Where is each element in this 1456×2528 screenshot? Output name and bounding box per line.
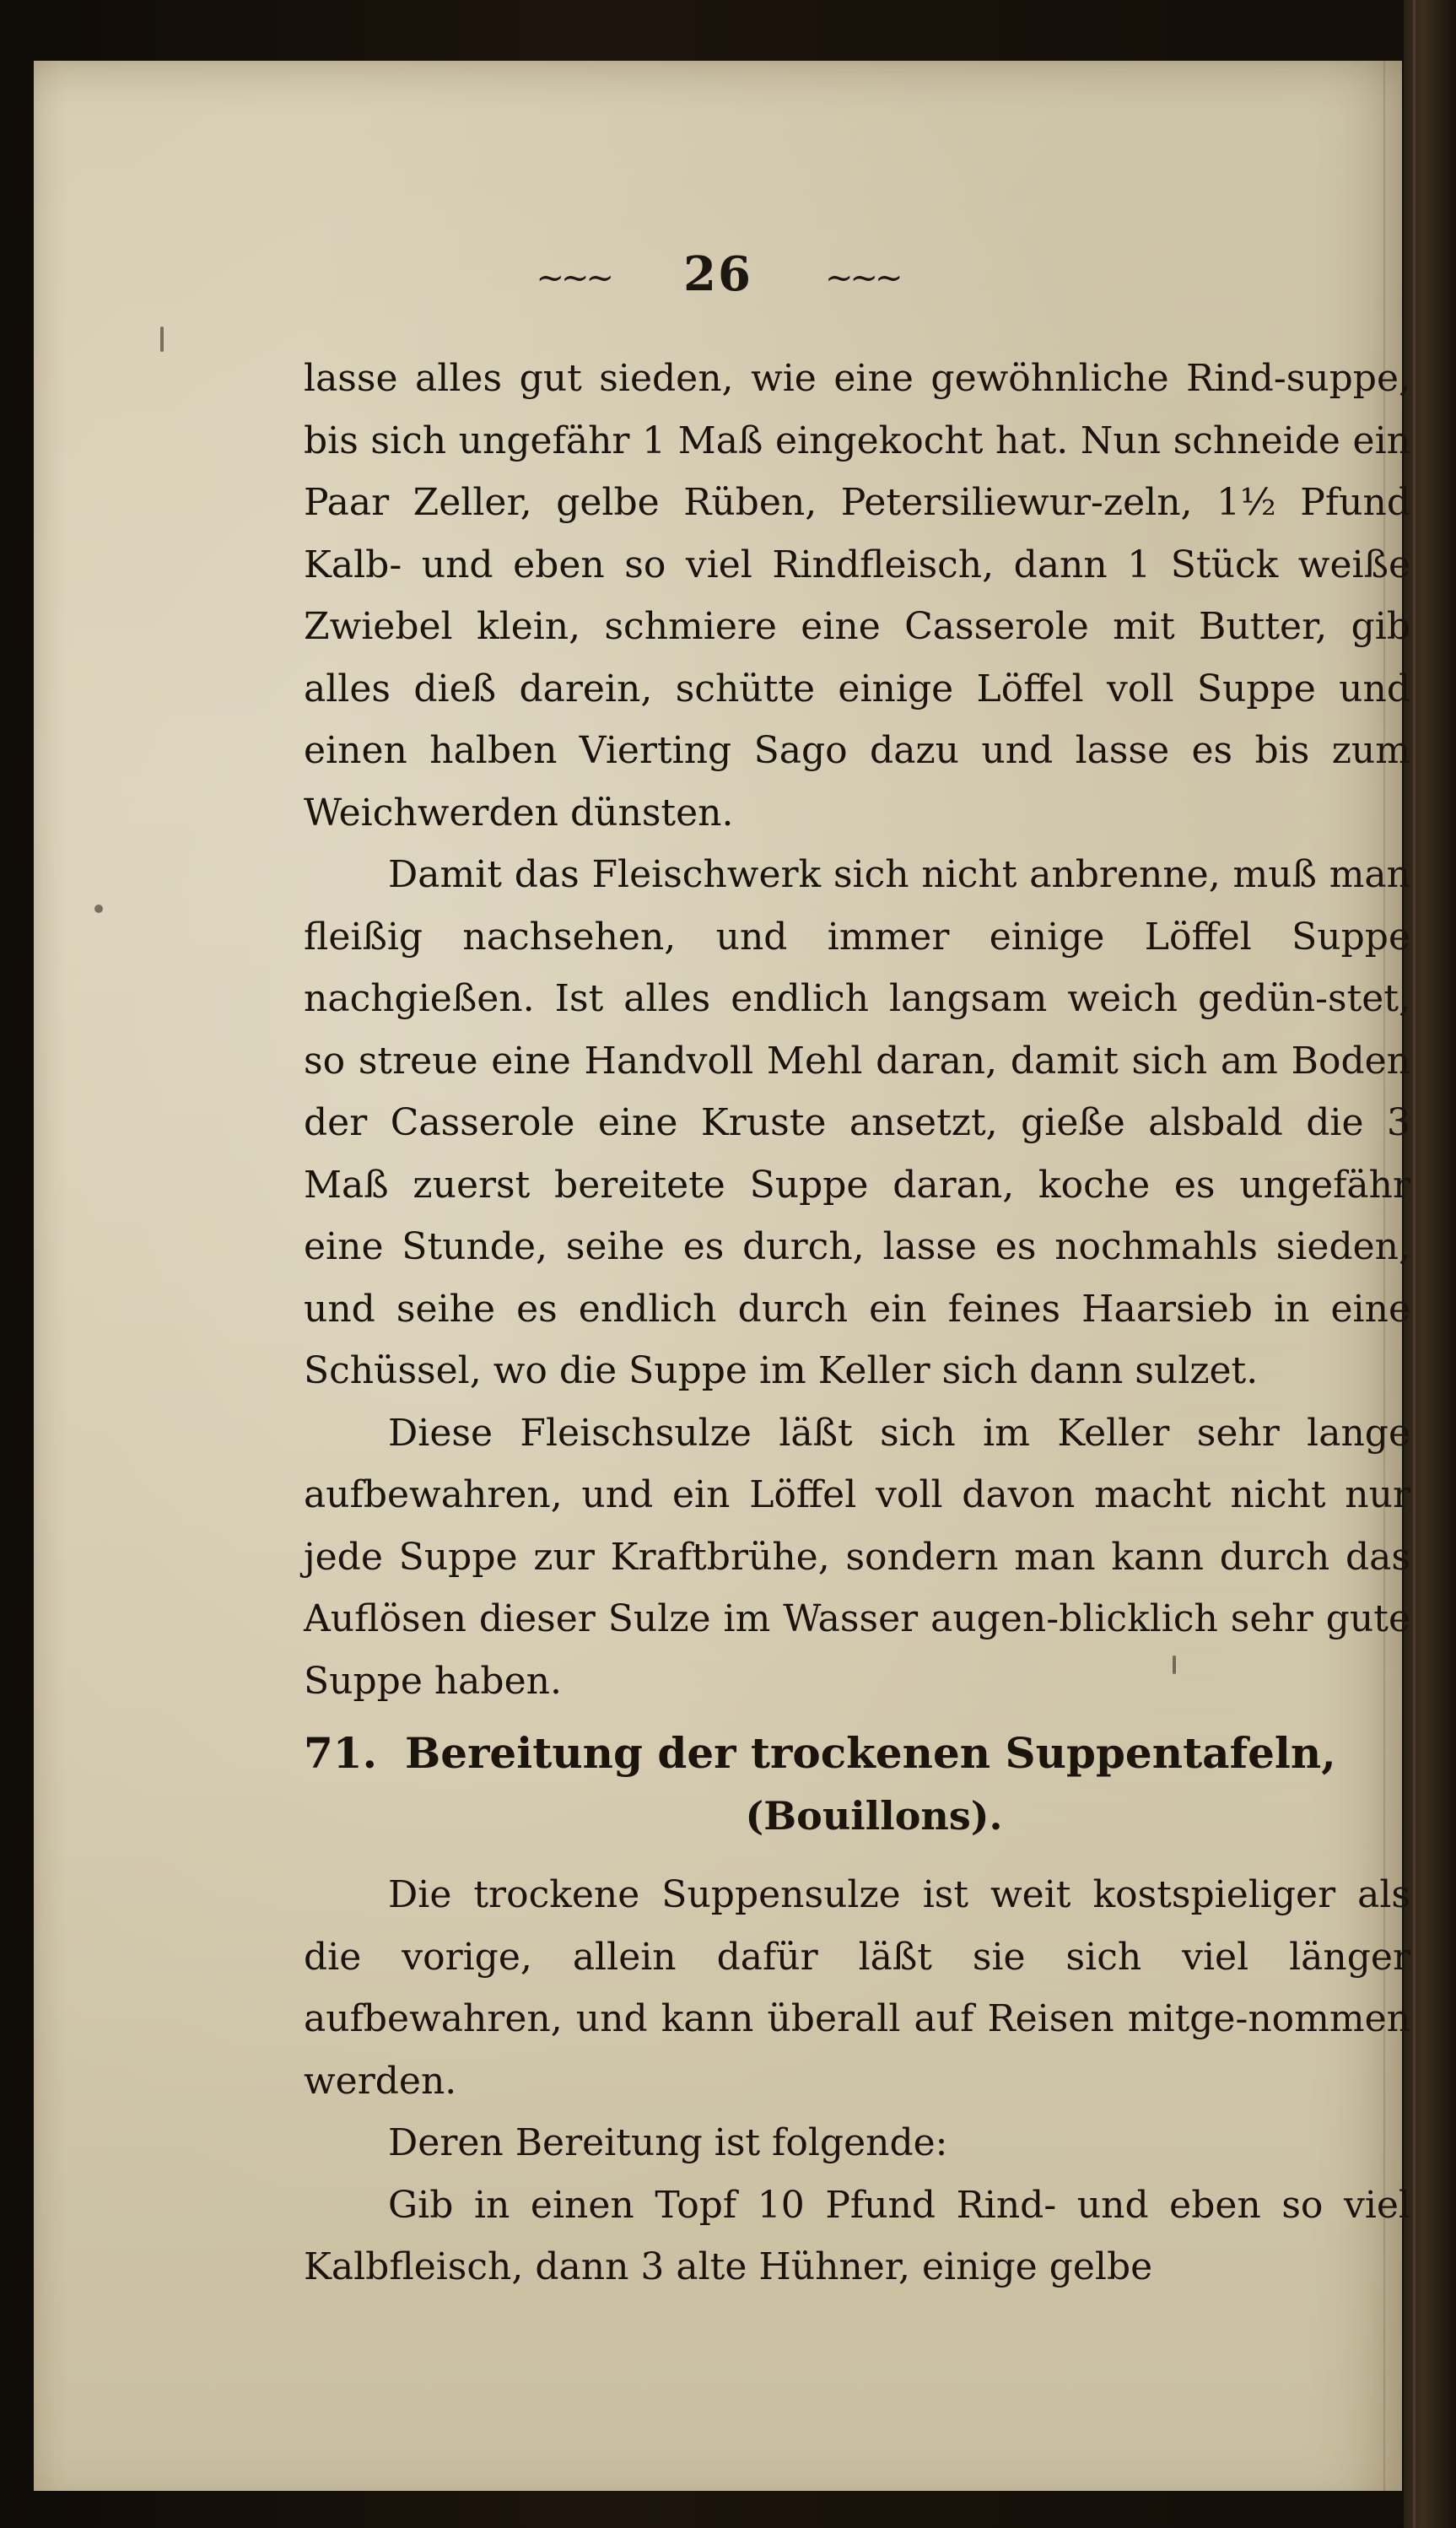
page-number: 26 <box>683 246 752 302</box>
paragraph: Die trockene Suppensulze ist weit kostspieliger als die vorige, allein dafür läßt sie sich viel länger aufbewahren, und kann überall auf Reisen mitge-nommen werden. <box>304 1873 1410 2103</box>
paragraph: Deren Bereitung ist folgende: <box>388 2121 948 2164</box>
section-subtitle: (Bouillons). <box>745 1793 1003 1839</box>
book-spine <box>1404 0 1456 2528</box>
section-number: 71. <box>304 1728 377 1778</box>
book-page <box>34 61 1410 2491</box>
paragraph-continuation: lasse alles gut sieden, wie eine gewöhnliche Rind-suppe, bis sich ungefähr 1 Maß eingekocht hat. Nun schneide ein Paar Zeller, gelbe Rüben, Petersiliewur-zeln, 1½ Pfund Kalb- und eben so viel Rindfleisch, dann 1 Stück weiße Zwiebel klein, schmiere eine Casserole mit Butter, gib alles dieß darein, schütte einige Löffel voll Suppe und einen halben Vierting Sago dazu und lasse es bis zum Weichwerden dünsten. <box>304 357 1410 835</box>
page-number-deco-left: ~~~ <box>536 258 612 298</box>
scan-speck <box>1173 1656 1176 1674</box>
scan-speck <box>94 905 103 913</box>
spine-edge <box>1413 0 1416 2528</box>
section-heading <box>304 1720 1410 1786</box>
paragraph: Gib in einen Topf 10 Pfund Rind- und eben so viel Kalbfleisch, dann 3 alte Hühner, einige gelbe <box>304 2183 1410 2288</box>
paragraph: Diese Fleischsulze läßt sich im Keller sehr lange aufbewahren, und ein Löffel voll davon macht nicht nur jede Suppe zur Kraftbrühe, sondern man kann durch das Auflösen dieser Sulze im Wasser augen-blicklich sehr gute Suppe haben. <box>304 1411 1410 1703</box>
page-number-deco-right: ~~~ <box>824 258 900 298</box>
page-body <box>304 348 1410 2298</box>
scan-speck <box>160 327 164 352</box>
page-number-line <box>34 246 1402 302</box>
paragraph: Damit das Fleischwerk sich nicht anbrenne, muß man fleißig nachsehen, und immer einige Löffel Suppe nachgießen. Ist alles endlich langsam weich gedün-stet, so streue eine Handvoll Mehl daran, damit sich am Boden der Casserole eine Kruste ansetzt, gieße alsbald die 3 Maß zuerst bereitete Suppe daran, koche es ungefähr eine Stunde, seihe es durch, lasse es nochmahls sieden, und seihe es endlich durch ein feines Haarsieb in eine Schüssel, wo die Suppe im Keller sich dann sulzet. <box>304 853 1410 1392</box>
section-title: Bereitung der trockenen Suppentafeln, <box>405 1728 1336 1778</box>
